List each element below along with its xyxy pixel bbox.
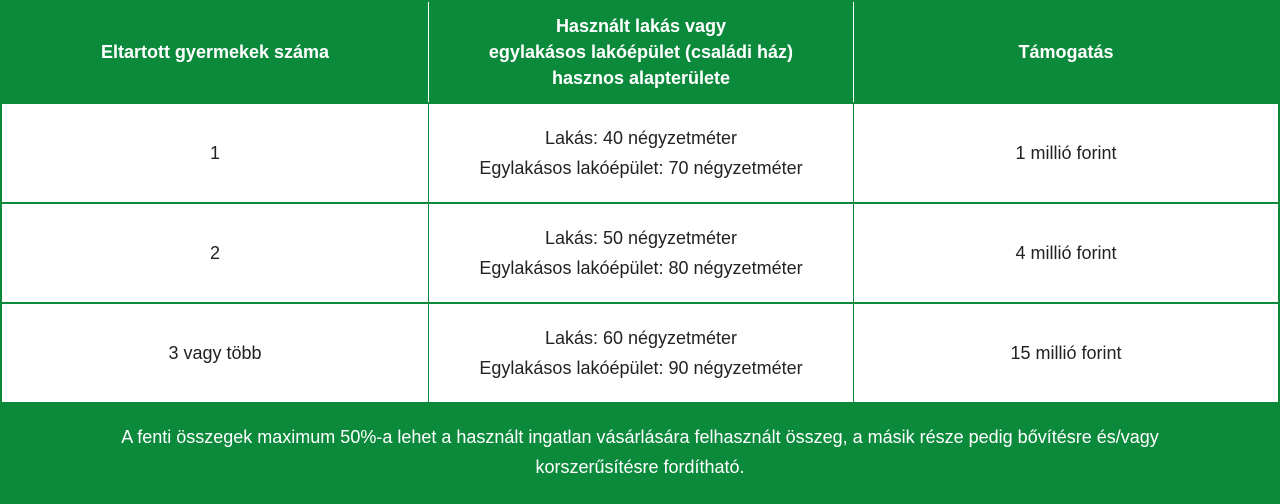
children-count-value: 2 [209, 243, 220, 263]
table-row [2, 202, 1278, 302]
children-count-cell [2, 202, 429, 302]
table-header-row [2, 2, 1278, 102]
floor-area-apartment: Lakás: 60 négyzetméter [544, 328, 738, 348]
children-count-cell [2, 102, 429, 202]
header-floor-area-line-2: egylakásos lakóépület (családi ház) [488, 42, 794, 62]
footnote-line-2: korszerűsítésre fordítható. [535, 457, 745, 477]
support-amount-value: 1 millió forint [1015, 143, 1117, 163]
header-floor-area-line-3: hasznos alapterülete [551, 68, 731, 88]
children-count-value: 3 vagy több [168, 343, 262, 363]
header-children-count-label: Eltartott gyermekek száma [100, 42, 330, 62]
floor-area-cell [429, 302, 854, 402]
floor-area-apartment: Lakás: 40 négyzetméter [544, 128, 738, 148]
header-floor-area-line-1: Használt lakás vagy [555, 16, 727, 36]
table-row [2, 302, 1278, 402]
support-amount-cell [854, 102, 1278, 202]
footnote-line-1: A fenti összegek maximum 50%-a lehet a használt ingatlan vásárlására felhasznált összeg, a másik része pedig bővítésre és/vagy [121, 427, 1159, 447]
children-count-value: 1 [209, 143, 220, 163]
table-row [2, 102, 1278, 202]
header-children-count [2, 2, 429, 102]
header-support-label: Támogatás [1018, 42, 1114, 62]
floor-area-cell [429, 202, 854, 302]
header-floor-area [429, 2, 854, 102]
header-support [854, 2, 1278, 102]
children-count-cell [2, 302, 429, 402]
support-amount-value: 15 millió forint [1010, 343, 1122, 363]
footnote-text [30, 422, 1250, 482]
floor-area-house: Egylakásos lakóépület: 70 négyzetméter [479, 158, 803, 178]
floor-area-house: Egylakásos lakóépület: 80 négyzetméter [479, 258, 803, 278]
floor-area-house: Egylakásos lakóépület: 90 négyzetméter [479, 358, 803, 378]
floor-area-cell [429, 102, 854, 202]
support-amount-cell [854, 202, 1278, 302]
support-amount-value: 4 millió forint [1015, 243, 1117, 263]
floor-area-apartment: Lakás: 50 négyzetméter [544, 228, 738, 248]
table-footnote-row [2, 402, 1278, 502]
support-amount-cell [854, 302, 1278, 402]
